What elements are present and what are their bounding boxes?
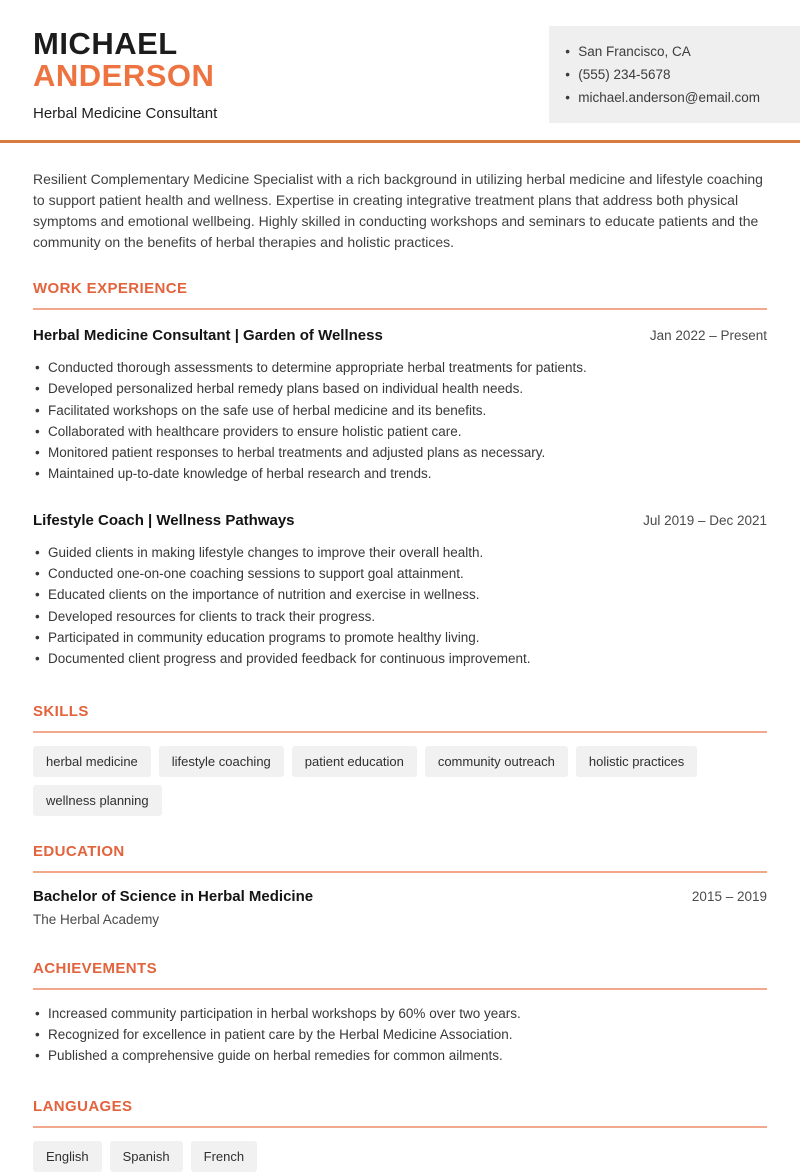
contact-card [549,26,800,123]
job-bullets [33,357,767,485]
name-block [33,26,217,122]
language-chip: English [33,1141,102,1172]
header-divider [0,140,800,143]
section-languages [33,1098,767,1172]
bullet-item: • Published a comprehensive guide on herbal remedies for common ailments. [33,1045,767,1066]
bullet-item: • Educated clients on the importance of nutrition and exercise in wellness. [33,584,767,605]
header-job-title: Herbal Medicine Consultant [33,105,218,123]
job-dates: Jul 2019 – Dec 2021 [643,512,767,528]
skill-chip: herbal medicine [33,746,151,777]
work-experience-title: WORK EXPERIENCE [33,280,767,310]
job-dates: Jan 2022 – Present [649,328,767,343]
bullet-item: • Increased community participation in herbal workshops by 60% over two years. [33,1003,767,1024]
languages-title: LANGUAGES [33,1098,767,1128]
bullet-item: • Developed resources for clients to track their progress. [33,606,767,627]
language-chip: French [191,1141,257,1172]
contact-email: • michael.anderson@email.com [565,86,760,109]
education-school: The Herbal Academy [33,911,160,927]
skill-chip: wellness planning [33,785,162,816]
achievements-title: ACHIEVEMENTS [33,960,767,990]
bullet-item: • Facilitated workshops on the safe use of herbal medicine and its benefits. [33,400,767,421]
bullet-item: • Maintained up-to-date knowledge of herbal research and trends. [33,463,767,484]
job-head [33,327,767,344]
bullet-item: • Documented client progress and provided feedback for continuous improvement. [33,648,767,669]
skill-chip: lifestyle coaching [159,746,284,777]
bullet-item: • Monitored patient responses to herbal treatments and adjusted plans as necessary. [33,442,767,463]
skill-chip: holistic practices [576,746,697,777]
skill-chip: community outreach [425,746,568,777]
contact-list [565,40,760,109]
resume-body [0,169,800,1172]
job-title: Herbal Medicine Consultant | Garden of Wellness [33,327,383,344]
job-entry [33,327,767,485]
bullet-item: • Guided clients in making lifestyle changes to improve their overall health. [33,542,767,563]
job-bullets [33,542,767,670]
section-skills [33,703,767,816]
bullet-item: • Developed personalized herbal remedy plans based on individual health needs. [33,378,767,399]
section-work-experience [33,280,767,670]
skills-chip-row [33,746,767,816]
job-head [33,512,767,529]
bullet-item: • Recognized for excellence in patient care by the Herbal Medicine Association. [33,1024,767,1045]
bullet-item: • Participated in community education programs to promote healthy living. [33,627,767,648]
section-education [33,843,767,927]
first-name: MICHAEL [33,26,178,61]
language-chip: Spanish [110,1141,183,1172]
education-title: EDUCATION [33,843,767,873]
last-name: ANDERSON [33,58,215,94]
bullet-item: • Conducted one-on-one coaching sessions to support goal attainment. [33,563,767,584]
skills-title: SKILLS [33,703,767,733]
contact-phone: • (555) 234-5678 [565,63,760,86]
section-achievements [33,960,767,1067]
job-title: Lifestyle Coach | Wellness Pathways [33,511,295,529]
header [0,0,800,123]
contact-location: • San Francisco, CA [565,40,760,63]
summary-text: Resilient Complementary Medicine Specialist with a rich background in utilizing herbal medicine and lifestyle coaching to support patient health and wellness. Expertise in creating integrative treatment plans that address both physical symptoms and emotional wellbeing. Highly skilled in conducting workshops and seminars to educate patients and the community on the benefits of herbal therapies and holistic practices. [33,171,763,250]
languages-chip-row [33,1141,767,1172]
achievements-bullets [33,1003,767,1067]
education-degree: Bachelor of Science in Herbal Medicine [33,887,314,905]
education-entry [33,888,767,905]
education-dates: 2015 – 2019 [691,888,767,904]
skill-chip: patient education [292,746,417,777]
job-entry [33,512,767,670]
bullet-item: • Collaborated with healthcare providers to ensure holistic patient care. [33,421,767,442]
bullet-item: • Conducted thorough assessments to determine appropriate herbal treatments for patients. [33,357,767,378]
